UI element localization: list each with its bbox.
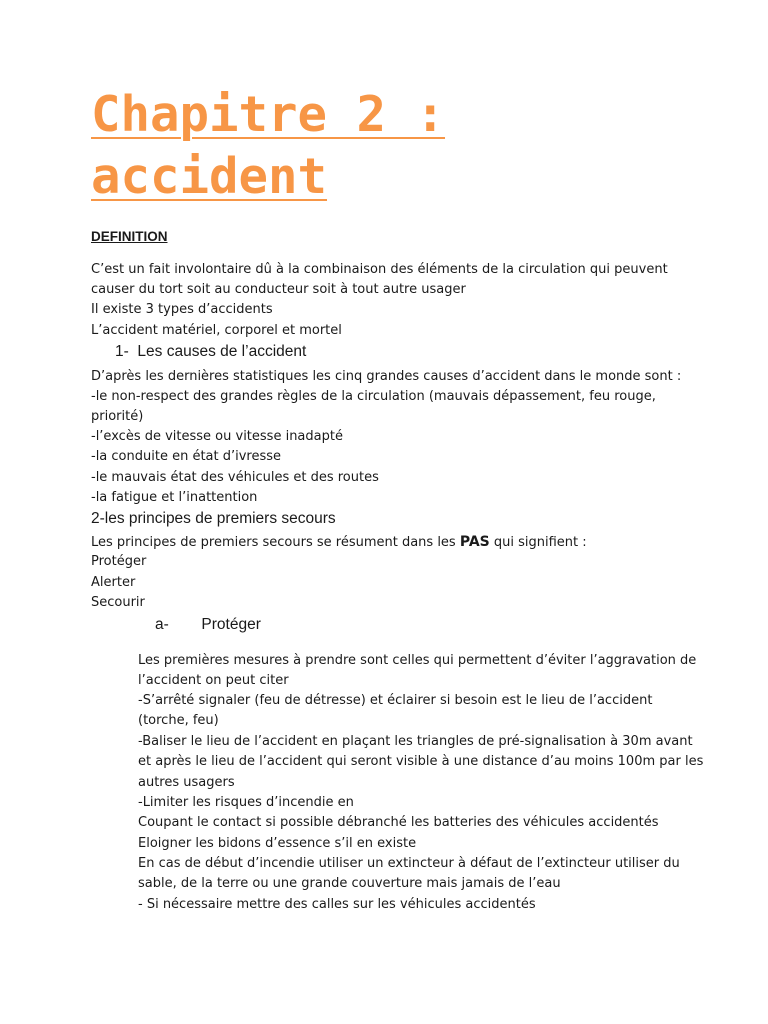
principles-intro xyxy=(91,532,587,553)
definition-line: C’est un fait involontaire dû à la combinaison des éléments de la circulation qui peuvent xyxy=(91,262,668,277)
principle-item: Alerter xyxy=(91,575,136,590)
principles-intro-text: Les principes de premiers secours se résument dans les xyxy=(91,535,460,550)
protect-line: -Limiter les risques d’incendie en xyxy=(138,795,354,810)
protect-line: -Baliser le lieu de l’accident en plaçant les triangles de pré-signalisation à 30m avant xyxy=(138,734,693,749)
subsection-a-heading xyxy=(155,616,261,634)
causes-line: priorité) xyxy=(91,409,144,424)
pas-acronym: PAS xyxy=(459,534,490,550)
section-2-heading: 2-les principes de premiers secours xyxy=(91,510,336,527)
protect-line: Eloigner les bidons d’essence s’il en existe xyxy=(138,836,417,851)
protect-line: et après le lieu de l’accident qui seront visible à une distance d’au moins 100m par les xyxy=(138,754,704,769)
subsection-a-label: a- xyxy=(155,616,169,633)
causes-line: -la conduite en état d’ivresse xyxy=(91,449,282,464)
chapter-title-line-2: accident xyxy=(91,148,328,205)
definition-line: causer du tort soit au conducteur soit à tout autre usager xyxy=(91,282,466,297)
protect-line: autres usagers xyxy=(138,775,235,790)
section-1-title: Les causes de l’accident xyxy=(137,343,307,360)
definition-line: L’accident matériel, corporel et mortel xyxy=(91,323,342,338)
definition-heading: DEFINITION xyxy=(91,229,168,244)
principles-intro-tail: qui signifient : xyxy=(489,535,587,550)
definition-line: Il existe 3 types d’accidents xyxy=(91,302,273,317)
section-1-heading xyxy=(115,343,306,361)
protect-line: En cas de début d’incendie utiliser un extincteur à défaut de l’extincteur utiliser du xyxy=(138,856,680,871)
section-1-number: 1- xyxy=(115,343,129,360)
protect-line: - Si nécessaire mettre des calles sur les véhicules accidentés xyxy=(138,897,536,912)
chapter-title xyxy=(91,84,731,208)
protect-line: l’accident on peut citer xyxy=(138,673,289,688)
principle-item: Secourir xyxy=(91,595,145,610)
chapter-title-line-1: Chapitre 2 : xyxy=(91,86,446,143)
protect-line: Coupant le contact si possible débranché les batteries des véhicules accidentés xyxy=(138,815,659,830)
causes-line: D’après les dernières statistiques les cinq grandes causes d’accident dans le monde sont : xyxy=(91,369,682,384)
causes-line: -le non-respect des grandes règles de la circulation (mauvais dépassement, feu rouge, xyxy=(91,389,656,404)
protect-line: sable, de la terre ou une grande couverture mais jamais de l’eau xyxy=(138,876,561,891)
protect-line: -S’arrêté signaler (feu de détresse) et éclairer si besoin est le lieu de l’accident xyxy=(138,693,653,708)
principle-item: Protéger xyxy=(91,554,147,569)
subsection-a-title: Protéger xyxy=(201,616,261,633)
causes-line: -la fatigue et l’inattention xyxy=(91,490,258,505)
causes-line: -l’excès de vitesse ou vitesse inadapté xyxy=(91,429,343,444)
protect-line: Les premières mesures à prendre sont celles qui permettent d’éviter l’aggravation de xyxy=(138,653,697,668)
protect-line: (torche, feu) xyxy=(138,713,219,728)
causes-line: -le mauvais état des véhicules et des routes xyxy=(91,470,379,485)
